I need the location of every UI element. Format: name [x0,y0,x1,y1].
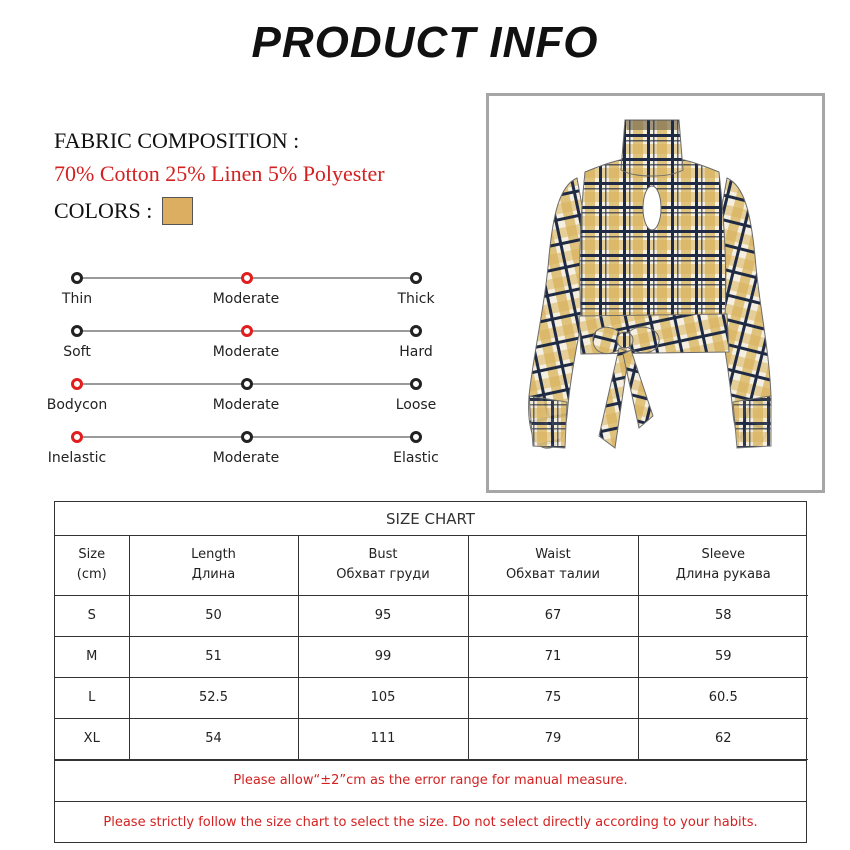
fabric-composition-value: 70% Cotton 25% Linen 5% Polyester [54,161,385,186]
plaid-blouse-illustration [489,96,822,490]
scale-dot-middle [241,431,253,443]
size-table-header-row [55,536,808,595]
cell-bust: 99 [298,636,468,677]
measurement-error-note: Please allow“±2”cm as the error range for manual measure. [55,760,806,801]
header-waist: Waist Обхват талии [468,536,638,595]
color-swatch[interactable] [162,197,193,225]
scale-dot-right [410,325,422,337]
scale-label-middle: Moderate [212,397,280,413]
scale-dot-middle [241,325,253,337]
size-table [55,536,808,760]
product-photo [486,93,825,493]
header-bust: Bust Обхват груди [298,536,468,595]
scale-label-right: Elastic [393,450,439,466]
header-sleeve: Sleeve Длина рукава [638,536,808,595]
scale-label-left: Thin [61,291,93,307]
scale-label-right: Thick [397,291,435,307]
cell-sleeve: 62 [638,718,808,759]
softness-scale [40,322,450,372]
scale-label-middle: Moderate [212,291,280,307]
scale-dot-middle [241,272,253,284]
cell-length: 51 [129,636,298,677]
cell-sleeve: 59 [638,636,808,677]
cell-size: XL [55,718,129,759]
header-length: Length Длина [129,536,298,595]
scale-dot-left [71,272,83,284]
scale-dot-left [71,378,83,390]
scale-label-right: Loose [395,397,437,413]
cell-sleeve: 60.5 [638,677,808,718]
table-row [55,718,808,759]
cell-length: 50 [129,595,298,636]
header-size: Size (cm) [55,536,129,595]
scale-dot-middle [241,378,253,390]
cell-waist: 67 [468,595,638,636]
cell-bust: 95 [298,595,468,636]
cell-waist: 75 [468,677,638,718]
colors-row [54,197,193,225]
cell-bust: 111 [298,718,468,759]
scale-label-left: Bodycon [46,397,108,413]
size-chart [54,501,807,843]
cell-length: 52.5 [129,677,298,718]
cell-waist: 79 [468,718,638,759]
table-row [55,677,808,718]
scale-dot-right [410,431,422,443]
cell-size: L [55,677,129,718]
scale-dot-right [410,272,422,284]
table-row [55,595,808,636]
scale-label-left: Soft [63,344,91,360]
table-row [55,636,808,677]
size-chart-caption: SIZE CHART [55,502,806,536]
page-title: PRODUCT INFO [251,18,599,67]
scale-dot-left [71,431,83,443]
cell-sleeve: 58 [638,595,808,636]
scale-label-right: Hard [399,344,433,360]
size-selection-note: Please strictly follow the size chart to select the size. Do not select directly according to your habits. [55,801,806,843]
cell-waist: 71 [468,636,638,677]
cell-size: S [55,595,129,636]
scale-label-middle: Moderate [212,344,280,360]
fit-scale [40,375,450,425]
cell-size: M [55,636,129,677]
colors-label: COLORS : [54,198,153,223]
scale-label-left: Inelastic [47,450,107,466]
cell-length: 54 [129,718,298,759]
scale-dot-right [410,378,422,390]
cell-bust: 105 [298,677,468,718]
scale-label-middle: Moderate [212,450,280,466]
elasticity-scale [40,428,450,478]
scale-dot-left [71,325,83,337]
thickness-scale [40,269,450,319]
fabric-composition-label: FABRIC COMPOSITION : [54,128,300,153]
